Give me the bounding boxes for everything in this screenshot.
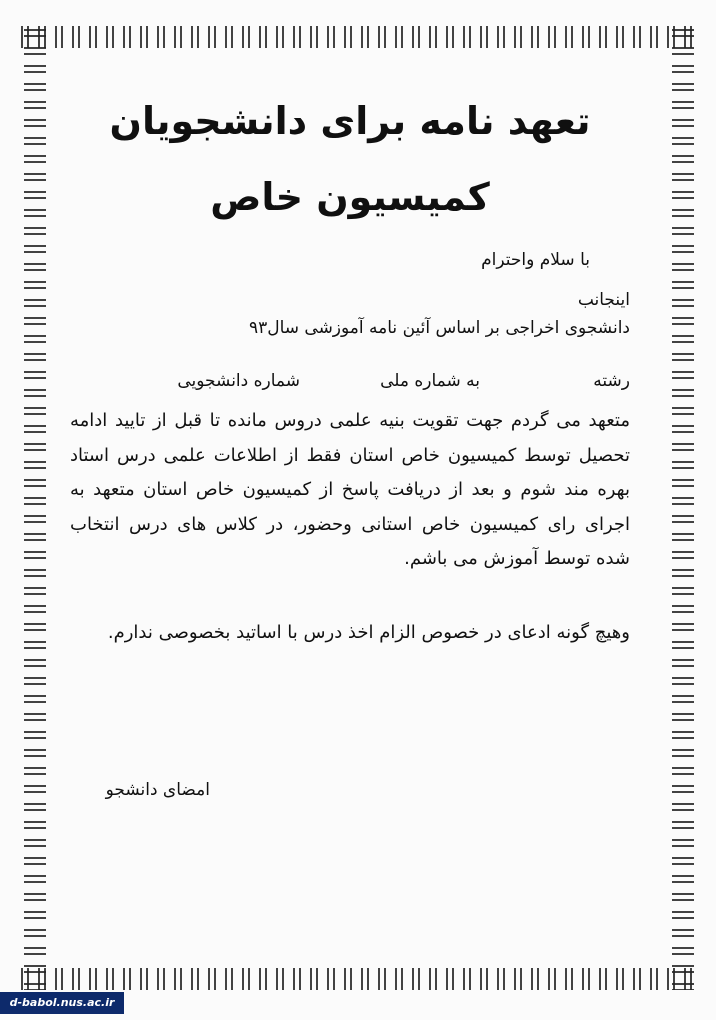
student-info-fields xyxy=(70,368,630,394)
decorative-border-bottom xyxy=(18,968,698,990)
signature-label: امضای دانشجو xyxy=(105,780,210,800)
salutation: اینجانب xyxy=(577,290,630,310)
waiver-paragraph: وهیچ گونه ادعای در خصوص الزام اخذ درس با اساتید بخصوصی ندارم. xyxy=(107,622,630,643)
website-watermark: d-babol.nus.ac.ir xyxy=(0,992,124,1014)
commitment-paragraph: متعهد می گردم جهت تقویت بنیه علمی دروس مانده تا قبل از تایید ادامه تحصیل توسط کمیسیون خاص استان فقط از اطلاعات علمی درس استاد بهره مند شوم و بعد از دریافت پاسخ از کمیسیون خاص استان متعهد به اجرای رای کمیسیون خاص استانی وحضور، در کلاس های درس انتخاب شده توسط آموزش می باشم. xyxy=(70,410,630,569)
decorative-border-right xyxy=(672,26,694,990)
field-national-id-label: به شماره ملی xyxy=(380,371,480,391)
student-status-line: دانشجوی اخراجی بر اساس آئین نامه آموزشی سال۹۳ xyxy=(248,318,630,338)
decorative-border-top xyxy=(18,26,698,48)
document-title-line2: کمیسیون خاص xyxy=(210,175,490,219)
field-major-label: رشته xyxy=(593,371,630,391)
field-student-id-label: شماره دانشجویی xyxy=(177,371,300,391)
greeting: با سلام واحترام xyxy=(481,250,590,270)
decorative-border-left xyxy=(24,26,46,990)
document-content xyxy=(70,80,630,940)
document-title-line1: تعهد نامه برای دانشجویان xyxy=(109,99,591,143)
